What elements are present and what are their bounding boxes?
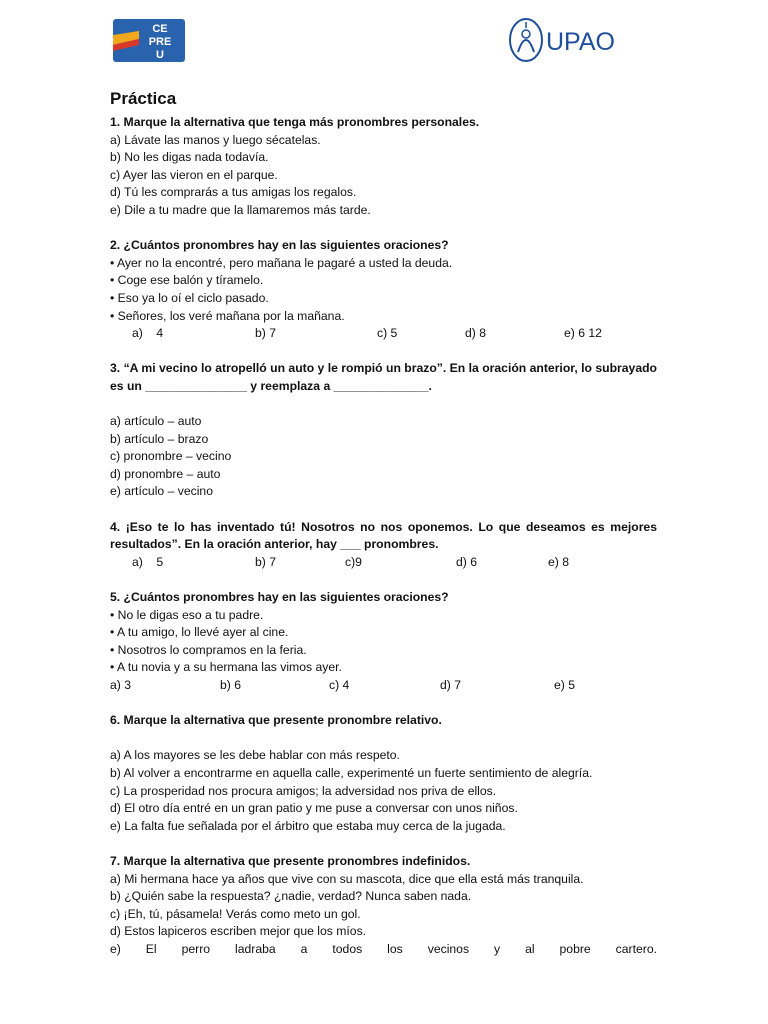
q5-answer-b: b) 6 [220,678,242,692]
q5-bullet-1: • No le digas eso a tu padre. [110,607,264,622]
q6-option-d: d) El otro día entré en un gran patio y me puse a conversar con unos niños. [110,801,518,816]
q1-option-c: c) Ayer las vieron en el parque. [110,167,278,182]
question-3: 3. “A mi vecino lo atropelló un auto y le rompió un brazo”. En la oración anterior, lo subrayado es un _______________ y reemplaza a ______________. [110,361,657,393]
q2-answers [110,325,657,343]
q7-option-e: e) El perro ladraba a todos los vecinos y al pobre cartero. [110,941,657,956]
q6-option-a: a) A los mayores se les debe hablar con más respeto. [110,748,400,763]
cepreu-logo-line3: U [156,49,164,61]
q6-option-e: e) La falta fue señalada por el árbitro que estaba muy cerca de la jugada. [110,818,506,833]
cepreu-logo [113,19,185,62]
q3-option-b: b) artículo – brazo [110,431,209,446]
q2-answer-e: e) 6 12 [564,326,602,341]
q6-option-b: b) Al volver a encontrarme en aquella calle, experimenté un fuerte sentimiento de alegría. [110,765,593,780]
q5-answers [110,677,657,695]
q5-answer-e: e) 5 [554,678,576,692]
q2-bullet-2: • Coge ese balón y tíramelo. [110,273,264,288]
q3-option-e: e) artículo – vecino [110,484,213,499]
q5-answer-d: d) 7 [440,678,462,692]
q5-answer-a: a) 3 [110,678,132,692]
q4-answer-b: b) 7 [255,554,277,569]
q2-bullet-1: • Ayer no la encontré, pero mañana le pagaré a usted la deuda. [110,255,453,270]
q5-bullet-3: • Nosotros lo compramos en la feria. [110,642,307,657]
q2-bullet-3: • Eso ya lo oí el ciclo pasado. [110,290,269,305]
q4-answer-a: a) 5 [132,554,164,569]
question-1: 1. Marque la alternativa que tenga más pronombres personales. [110,115,480,129]
q1-option-b: b) No les digas nada todavía. [110,150,269,165]
question-5: 5. ¿Cuántos pronombres hay en las siguientes oraciones? [110,590,449,605]
q2-answer-d: d) 8 [465,326,487,341]
q3-option-a: a) artículo – auto [110,414,202,429]
cepreu-logo-line2: PRE [148,36,172,48]
q5-answer-c: c) 4 [329,678,350,692]
q2-bullet-4: • Señores, los veré mañana por la mañana. [110,308,345,323]
question-2: 2. ¿Cuántos pronombres hay en las siguientes oraciones? [110,238,449,253]
page-title: Práctica [110,89,177,108]
q2-answer-b: b) 7 [255,326,277,341]
q3-option-d: d) pronombre – auto [110,466,221,481]
q7-option-a: a) Mi hermana hace ya años que vive con su mascota, dice que ella está más tranquila. [110,871,584,886]
q5-bullet-2: • A tu amigo, lo llevé ayer al cine. [110,625,289,640]
q4-answer-d: d) 6 [456,554,478,569]
question-7: 7. Marque la alternativa que presente pronombres indefinidos. [110,853,471,868]
q4-answer-e: e) 8 [548,554,570,569]
exercise-content [110,88,657,959]
q2-answer-a: a) 4 [132,326,164,341]
q1-option-e: e) Dile a tu madre que la llamaremos más tarde. [110,202,371,217]
cepreu-logo-line1: CE [152,23,168,35]
q1-option-a: a) Lávate las manos y luego sécatelas. [110,132,321,147]
q6-option-c: c) La prosperidad nos procura amigos; la adversidad nos priva de ellos. [110,783,497,798]
q4-answer-c: c)9 [345,554,362,569]
q7-option-d: d) Estos lapiceros escriben mejor que los míos. [110,924,367,939]
upao-logo [508,14,632,66]
q7-option-b: b) ¿Quién sabe la respuesta? ¿nadie, verdad? Nunca saben nada. [110,889,472,904]
q5-bullet-4: • A tu novia y a su hermana las vimos ayer. [110,660,342,675]
q7-option-c: c) ¡Eh, tú, pásamela! Verás como meto un gol. [110,906,361,921]
q3-option-c: c) pronombre – vecino [110,449,232,464]
upao-logo-text: UPAO [546,28,615,56]
q1-option-d: d) Tú les comprarás a tus amigas los regalos. [110,185,357,200]
question-6: 6. Marque la alternativa que presente pronombre relativo. [110,713,442,728]
q4-answers [110,554,657,572]
question-4: 4. ¡Eso te lo has inventado tú! Nosotros no nos oponemos. Lo que deseamos es mejores resultados”. En la oración anterior, hay ___ pronombres. [110,519,657,552]
q2-answer-c: c) 5 [377,326,398,341]
